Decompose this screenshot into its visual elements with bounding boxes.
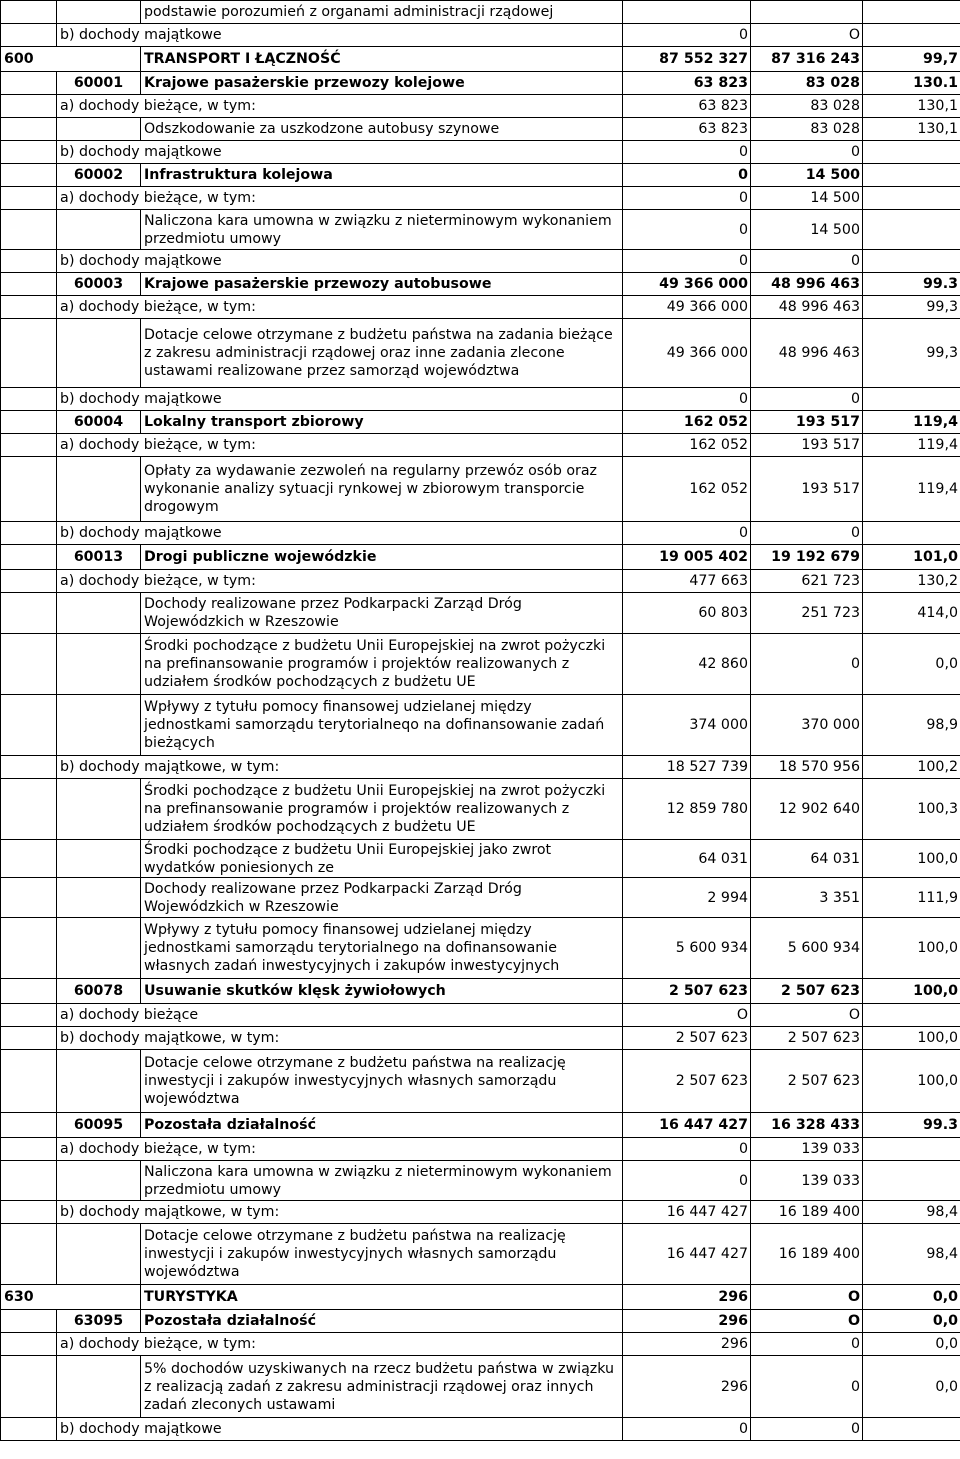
- table-row: [1, 1285, 960, 1310]
- empty-cell: [57, 1161, 141, 1201]
- percent-value: 99.3: [863, 273, 960, 296]
- percent-value: [863, 1161, 960, 1201]
- executed-value: 139 033: [751, 1138, 863, 1161]
- rozdzial-name: Infrastruktura kolejowa: [141, 164, 623, 187]
- percent-value: [863, 1138, 960, 1161]
- item-label: a) dochody bieżące, w tym:: [57, 296, 623, 319]
- table-row: [1, 593, 960, 634]
- table-row: [1, 1050, 960, 1113]
- table-row: [1, 522, 960, 545]
- empty-cell: [57, 1050, 141, 1113]
- percent-value: 414,0: [863, 593, 960, 634]
- percent-value: 111,9: [863, 878, 960, 918]
- planned-value: 477 663: [623, 570, 751, 593]
- item-label: a) dochody bieżące, w tym:: [57, 95, 623, 118]
- executed-value: O: [751, 1310, 863, 1333]
- planned-value: 0: [623, 250, 751, 273]
- empty-cell: [57, 210, 141, 250]
- percent-value: 130,2: [863, 570, 960, 593]
- planned-value: 2 994: [623, 878, 751, 918]
- table-row: [1, 434, 960, 457]
- empty-cell: [1, 593, 57, 634]
- empty-cell: [1, 273, 57, 296]
- table-row: [1, 634, 960, 695]
- empty-cell: [1, 545, 57, 570]
- empty-cell: [1, 1201, 57, 1224]
- table-row: [1, 545, 960, 570]
- executed-value: O: [751, 1004, 863, 1027]
- empty-cell: [1, 634, 57, 695]
- table-row: [1, 570, 960, 593]
- empty-cell: [57, 779, 141, 840]
- empty-cell: [1, 210, 57, 250]
- empty-cell: [57, 878, 141, 918]
- dzial-name: TRANSPORT I ŁĄCZNOŚĆ: [141, 47, 623, 72]
- empty-cell: [1, 1418, 57, 1441]
- executed-value: 2 507 623: [751, 1027, 863, 1050]
- percent-value: [863, 250, 960, 273]
- percent-value: 100,0: [863, 979, 960, 1004]
- executed-value: 18 570 956: [751, 756, 863, 779]
- percent-value: [863, 210, 960, 250]
- planned-value: 0: [623, 210, 751, 250]
- executed-value: 64 031: [751, 840, 863, 878]
- planned-value: 0: [623, 1161, 751, 1201]
- table-row: [1, 24, 960, 47]
- percent-value: 100,0: [863, 840, 960, 878]
- dzial-code: 630: [1, 1285, 57, 1310]
- empty-cell: [57, 457, 141, 522]
- table-row: [1, 164, 960, 187]
- rozdzial-name: Pozostała działalność: [141, 1113, 623, 1138]
- planned-value: 2 507 623: [623, 979, 751, 1004]
- executed-value: [751, 1, 863, 24]
- planned-value: 2 507 623: [623, 1050, 751, 1113]
- table-row: [1, 1138, 960, 1161]
- sub-item-desc: Dochody realizowane przez Podkarpacki Zarząd Dróg Wojewódzkich w Rzeszowie: [141, 878, 623, 918]
- dzial-name: TURYSTYKA: [141, 1285, 623, 1310]
- rozdzial-name: Krajowe pasażerskie przewozy autobusowe: [141, 273, 623, 296]
- sub-item-desc: Dochody realizowane przez Podkarpacki Zarząd Dróg Wojewódzkich w Rzeszowie: [141, 593, 623, 634]
- percent-value: 99,3: [863, 319, 960, 388]
- empty-cell: [1, 319, 57, 388]
- item-label: b) dochody majątkowe: [57, 388, 623, 411]
- table-row: [1, 72, 960, 95]
- planned-value: 42 860: [623, 634, 751, 695]
- empty-cell: [57, 1, 141, 24]
- empty-cell: [57, 918, 141, 979]
- executed-value: 87 316 243: [751, 47, 863, 72]
- empty-cell: [57, 1224, 141, 1285]
- table-row: [1, 1, 960, 24]
- empty-cell: [1, 250, 57, 273]
- planned-value: 16 447 427: [623, 1201, 751, 1224]
- table-row: [1, 1333, 960, 1356]
- executed-value: 19 192 679: [751, 545, 863, 570]
- percent-value: 100,2: [863, 756, 960, 779]
- table-row: [1, 273, 960, 296]
- empty-cell: [1, 1113, 57, 1138]
- percent-value: 98,4: [863, 1201, 960, 1224]
- empty-cell: [1, 695, 57, 756]
- sub-item-desc: Naliczona kara umowna w związku z nieterminowym wykonaniem przedmiotu umowy: [141, 1161, 623, 1201]
- item-label: a) dochody bieżące: [57, 1004, 623, 1027]
- empty-cell: [1, 570, 57, 593]
- executed-value: 0: [751, 1356, 863, 1418]
- planned-value: 374 000: [623, 695, 751, 756]
- item-label: b) dochody majątkowe, w tym:: [57, 756, 623, 779]
- table-row: [1, 47, 960, 72]
- empty-cell: [1, 1004, 57, 1027]
- table-row: [1, 1113, 960, 1138]
- percent-value: 99.3: [863, 1113, 960, 1138]
- percent-value: 99,7: [863, 47, 960, 72]
- percent-value: 0,0: [863, 1356, 960, 1418]
- table-row: [1, 250, 960, 273]
- rozdzial-code: 60095: [57, 1113, 141, 1138]
- executed-value: 2 507 623: [751, 1050, 863, 1113]
- empty-cell: [1, 1027, 57, 1050]
- percent-value: [863, 522, 960, 545]
- executed-value: 14 500: [751, 164, 863, 187]
- rozdzial-name: Lokalny transport zbiorowy: [141, 411, 623, 434]
- sub-item-desc: Opłaty za wydawanie zezwoleń na regularny przewóz osób oraz wykonanie analizy sytuacji rynkowej w zbiorowym transporcie drogowym: [141, 457, 623, 522]
- table-row: [1, 979, 960, 1004]
- empty-cell: [1, 1161, 57, 1201]
- executed-value: 370 000: [751, 695, 863, 756]
- empty-cell: [1, 388, 57, 411]
- planned-value: 64 031: [623, 840, 751, 878]
- executed-value: 0: [751, 388, 863, 411]
- empty-cell: [57, 47, 141, 72]
- sub-item-desc: Środki pochodzące z budżetu Unii Europejskiej na zwrot pożyczki na prefinansowanie programów i projektów realizowanych z udziałem środków pochodzących z budżetu UE: [141, 634, 623, 695]
- rozdzial-name: Drogi publiczne wojewódzkie: [141, 545, 623, 570]
- planned-value: 16 447 427: [623, 1113, 751, 1138]
- table-body: [1, 1, 960, 1441]
- item-label: b) dochody majątkowe: [57, 24, 623, 47]
- table-row: [1, 1224, 960, 1285]
- executed-value: 621 723: [751, 570, 863, 593]
- table-row: [1, 296, 960, 319]
- empty-cell: [57, 593, 141, 634]
- table-row: [1, 756, 960, 779]
- table-row: [1, 1027, 960, 1050]
- table-row: [1, 695, 960, 756]
- planned-value: 63 823: [623, 118, 751, 141]
- planned-value: 162 052: [623, 434, 751, 457]
- executed-value: 14 500: [751, 187, 863, 210]
- percent-value: 119,4: [863, 457, 960, 522]
- empty-cell: [57, 319, 141, 388]
- table-row: [1, 210, 960, 250]
- planned-value: 0: [623, 388, 751, 411]
- percent-value: 98,4: [863, 1224, 960, 1285]
- empty-cell: [1, 164, 57, 187]
- percent-value: [863, 141, 960, 164]
- empty-cell: [1, 187, 57, 210]
- executed-value: 14 500: [751, 210, 863, 250]
- planned-value: 16 447 427: [623, 1224, 751, 1285]
- planned-value: 18 527 739: [623, 756, 751, 779]
- empty-cell: [1, 779, 57, 840]
- rozdzial-code: 63095: [57, 1310, 141, 1333]
- table-row: [1, 141, 960, 164]
- planned-value: 5 600 934: [623, 918, 751, 979]
- table-row: [1, 840, 960, 878]
- item-label: a) dochody bieżące, w tym:: [57, 1138, 623, 1161]
- planned-value: 87 552 327: [623, 47, 751, 72]
- empty-cell: [1, 840, 57, 878]
- percent-value: 100,0: [863, 1050, 960, 1113]
- percent-value: [863, 1, 960, 24]
- executed-value: 193 517: [751, 411, 863, 434]
- executed-value: 16 189 400: [751, 1201, 863, 1224]
- empty-cell: [57, 1285, 141, 1310]
- planned-value: 0: [623, 522, 751, 545]
- executed-value: 48 996 463: [751, 296, 863, 319]
- planned-value: 63 823: [623, 95, 751, 118]
- empty-cell: [1, 434, 57, 457]
- sub-item-desc: Naliczona kara umowna w związku z nieterminowym wykonaniem przedmiotu umowy: [141, 210, 623, 250]
- sub-item-desc: Wpływy z tytułu pomocy finansowej udzielanej między jednostkami samorządu terytorialneqo na dofinansowanie zadań bieżących: [141, 695, 623, 756]
- planned-value: 0: [623, 24, 751, 47]
- sub-item-desc: Dotacje celowe otrzymane z budżetu państwa na realizację inwestycji i zakupów inwestycyjnych własnych samorządu województwa: [141, 1050, 623, 1113]
- item-label: b) dochody majątkowe: [57, 522, 623, 545]
- table-row: [1, 1356, 960, 1418]
- executed-value: 193 517: [751, 434, 863, 457]
- sub-item-desc: Wpływy z tytułu pomocy finansowej udzielanej między jednostkami samorządu terytorialnego na dofinansowanie własnych zadań inwestycyjnych i zakupów inwestycyjnych: [141, 918, 623, 979]
- planned-value: O: [623, 1004, 751, 1027]
- planned-value: 296: [623, 1333, 751, 1356]
- rozdzial-code: 60004: [57, 411, 141, 434]
- rozdzial-code: 60002: [57, 164, 141, 187]
- planned-value: 0: [623, 164, 751, 187]
- percent-value: 0,0: [863, 634, 960, 695]
- executed-value: 12 902 640: [751, 779, 863, 840]
- empty-cell: [1, 1333, 57, 1356]
- planned-value: 0: [623, 1418, 751, 1441]
- table-row: [1, 118, 960, 141]
- table-row: [1, 388, 960, 411]
- planned-value: 60 803: [623, 593, 751, 634]
- percent-value: 0,0: [863, 1310, 960, 1333]
- empty-cell: [1, 24, 57, 47]
- executed-value: 16 189 400: [751, 1224, 863, 1285]
- item-label: b) dochody majątkowe: [57, 141, 623, 164]
- percent-value: 100,0: [863, 1027, 960, 1050]
- planned-value: 0: [623, 1138, 751, 1161]
- percent-value: 0,0: [863, 1285, 960, 1310]
- table-row: [1, 319, 960, 388]
- percent-value: 99,3: [863, 296, 960, 319]
- empty-cell: [1, 72, 57, 95]
- empty-cell: [1, 1138, 57, 1161]
- item-label: b) dochody majątkowe: [57, 1418, 623, 1441]
- executed-value: 0: [751, 141, 863, 164]
- planned-value: [623, 1, 751, 24]
- executed-value: O: [751, 24, 863, 47]
- dzial-code: 600: [1, 47, 57, 72]
- planned-value: 49 366 000: [623, 296, 751, 319]
- table-row: [1, 411, 960, 434]
- percent-value: [863, 388, 960, 411]
- sub-item-desc: Odszkodowanie za uszkodzone autobusy szynowe: [141, 118, 623, 141]
- sub-item-desc: Środki pochodzące z budżetu Unii Europejskiej na zwrot pożyczki na prefinansowanie programów i projektów realizowanych z udziałem środków pochodzących z budżetu UE: [141, 779, 623, 840]
- percent-value: 101,0: [863, 545, 960, 570]
- executed-value: 139 033: [751, 1161, 863, 1201]
- planned-value: 2 507 623: [623, 1027, 751, 1050]
- planned-value: 49 366 000: [623, 319, 751, 388]
- empty-cell: [1, 918, 57, 979]
- executed-value: 0: [751, 522, 863, 545]
- rozdzial-name: Krajowe pasażerskie przewozy kolejowe: [141, 72, 623, 95]
- empty-cell: [57, 840, 141, 878]
- percent-value: 100,0: [863, 918, 960, 979]
- table-row: [1, 457, 960, 522]
- percent-value: 130,1: [863, 95, 960, 118]
- sub-item-desc: 5% dochodów uzyskiwanych na rzecz budżetu państwa w związku z realizacją zadań z zakresu administracji rządowej oraz innych zadań zleconych ustawami: [141, 1356, 623, 1418]
- empty-cell: [57, 634, 141, 695]
- table-row: [1, 1004, 960, 1027]
- percent-value: [863, 164, 960, 187]
- planned-value: 162 052: [623, 457, 751, 522]
- planned-value: 162 052: [623, 411, 751, 434]
- empty-cell: [1, 141, 57, 164]
- percent-value: 119,4: [863, 434, 960, 457]
- percent-value: [863, 1004, 960, 1027]
- executed-value: 0: [751, 634, 863, 695]
- rozdzial-code: 60013: [57, 545, 141, 570]
- executed-value: 2 507 623: [751, 979, 863, 1004]
- table-row: [1, 878, 960, 918]
- executed-value: 83 028: [751, 95, 863, 118]
- percent-value: 0,0: [863, 1333, 960, 1356]
- percent-value: [863, 24, 960, 47]
- executed-value: O: [751, 1285, 863, 1310]
- planned-value: 49 366 000: [623, 273, 751, 296]
- planned-value: 0: [623, 141, 751, 164]
- empty-cell: [1, 118, 57, 141]
- percent-value: 100,3: [863, 779, 960, 840]
- item-label: b) dochody majątkowe, w tym:: [57, 1201, 623, 1224]
- empty-cell: [1, 756, 57, 779]
- empty-cell: [1, 1356, 57, 1418]
- executed-value: 48 996 463: [751, 273, 863, 296]
- planned-value: 63 823: [623, 72, 751, 95]
- empty-cell: [1, 1310, 57, 1333]
- sub-item-desc: Środki pochodzące z budżetu Unii Europejskiej jako zwrot wydatków poniesionych ze: [141, 840, 623, 878]
- executed-value: 5 600 934: [751, 918, 863, 979]
- rozdzial-code: 60078: [57, 979, 141, 1004]
- empty-cell: [1, 95, 57, 118]
- item-label: a) dochody bieżące, w tym:: [57, 1333, 623, 1356]
- item-label: a) dochody bieżące, w tym:: [57, 434, 623, 457]
- rozdzial-name: Pozostała działalność: [141, 1310, 623, 1333]
- empty-cell: [1, 411, 57, 434]
- empty-cell: [1, 457, 57, 522]
- empty-cell: [1, 1224, 57, 1285]
- continued-text: podstawie porozumień z organami administracji rządowej: [141, 1, 623, 24]
- empty-cell: [1, 979, 57, 1004]
- table-row: [1, 918, 960, 979]
- empty-cell: [1, 878, 57, 918]
- table-row: [1, 95, 960, 118]
- executed-value: 0: [751, 1333, 863, 1356]
- executed-value: 83 028: [751, 118, 863, 141]
- empty-cell: [57, 1356, 141, 1418]
- executed-value: 16 328 433: [751, 1113, 863, 1138]
- rozdzial-code: 60001: [57, 72, 141, 95]
- planned-value: 296: [623, 1356, 751, 1418]
- empty-cell: [57, 695, 141, 756]
- table-row: [1, 1161, 960, 1201]
- planned-value: 296: [623, 1285, 751, 1310]
- percent-value: [863, 187, 960, 210]
- empty-cell: [57, 118, 141, 141]
- table-row: [1, 779, 960, 840]
- empty-cell: [1, 1050, 57, 1113]
- executed-value: 193 517: [751, 457, 863, 522]
- planned-value: 0: [623, 187, 751, 210]
- item-label: b) dochody majątkowe, w tym:: [57, 1027, 623, 1050]
- item-label: a) dochody bieżące, w tym:: [57, 570, 623, 593]
- executed-value: 83 028: [751, 72, 863, 95]
- percent-value: 119,4: [863, 411, 960, 434]
- table-row: [1, 1310, 960, 1333]
- percent-value: 130.1: [863, 72, 960, 95]
- percent-value: [863, 1418, 960, 1441]
- sub-item-desc: Dotacje celowe otrzymane z budżetu państwa na realizację inwestycji i zakupów inwestycyjnych własnych samorządu województwa: [141, 1224, 623, 1285]
- percent-value: 98,9: [863, 695, 960, 756]
- executed-value: 251 723: [751, 593, 863, 634]
- executed-value: 0: [751, 250, 863, 273]
- table-row: [1, 1418, 960, 1441]
- rozdzial-code: 60003: [57, 273, 141, 296]
- empty-cell: [1, 1, 57, 24]
- empty-cell: [1, 296, 57, 319]
- executed-value: 0: [751, 1418, 863, 1441]
- item-label: b) dochody majątkowe: [57, 250, 623, 273]
- executed-value: 48 996 463: [751, 319, 863, 388]
- rozdzial-name: Usuwanie skutków klęsk żywiołowych: [141, 979, 623, 1004]
- table-row: [1, 187, 960, 210]
- executed-value: 3 351: [751, 878, 863, 918]
- planned-value: 12 859 780: [623, 779, 751, 840]
- empty-cell: [1, 522, 57, 545]
- planned-value: 19 005 402: [623, 545, 751, 570]
- percent-value: 130,1: [863, 118, 960, 141]
- planned-value: 296: [623, 1310, 751, 1333]
- table-row: [1, 1201, 960, 1224]
- item-label: a) dochody bieżące, w tym:: [57, 187, 623, 210]
- sub-item-desc: Dotacje celowe otrzymane z budżetu państwa na zadania bieżące z zakresu administracji rządowej oraz inne zadania zlecone ustawami realizowane przez samorząd województwa: [141, 319, 623, 388]
